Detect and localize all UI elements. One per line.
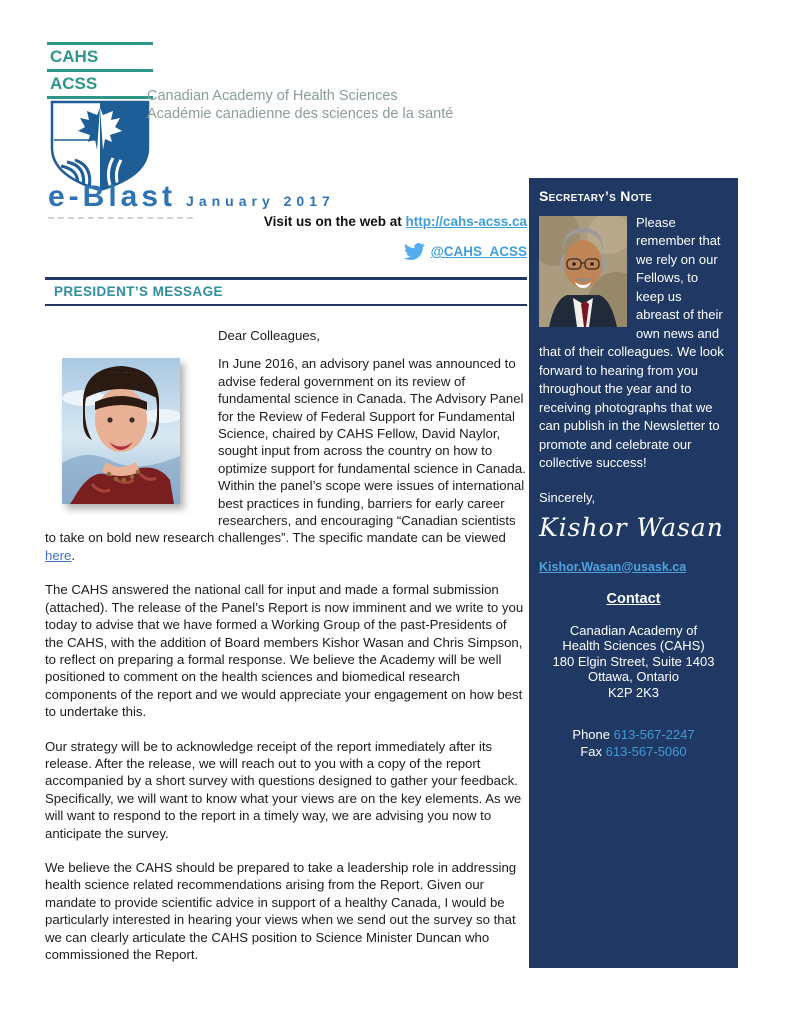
- address-line: Ottawa, Ontario: [587, 669, 680, 684]
- secretary-photo: [539, 216, 627, 327]
- logo-text-cahs: [47, 45, 153, 69]
- eblast-title: e-Blast: [48, 180, 177, 213]
- org-name-en: Canadian Academy of Health Sciences: [147, 88, 398, 104]
- masthead: [48, 180, 335, 214]
- logo-rule-bottom: [47, 96, 153, 99]
- closing: Sincerely,: [539, 489, 596, 505]
- address-line: 180 Elgin Street, Suite 1403: [552, 653, 715, 669]
- secretarys-note-heading: Secretary’s Note: [539, 188, 653, 204]
- org-names: [147, 88, 453, 123]
- contact-phones: [539, 726, 728, 760]
- phone-line: [539, 726, 728, 743]
- logo-row2-text: ACSS: [50, 74, 98, 93]
- website-link[interactable]: http://cahs-acss.ca: [405, 214, 527, 229]
- paragraph-2: The CAHS answered the national call for input and made a formal submission (attached). The release of the Panel’s Report is now imminent and we write to you today to advise that we have formed a Working Group of the past-Presidents of the CAHS, with the addition of Board members Kishor Wasan and Chris Simpson, to reflect on preparing a formal response. We believe the Academy will be well positioned to comment on the health sciences and biomedical research components of the report and we would appreciate your engagement on how best to undertake this.: [45, 582, 524, 720]
- paragraph-1: [45, 355, 527, 564]
- eblast-issue: January 2017: [186, 193, 335, 209]
- logo-text-acss: [47, 72, 153, 96]
- address-line: Health Sciences (CAHS): [562, 638, 705, 653]
- phone-label: Phone: [572, 727, 614, 742]
- presidents-message-title: PRESIDENT’S MESSAGE: [54, 283, 223, 299]
- secretary-note-text: Please remember that we rely on our Fellows, to keep us abreast of their own news and that of their colleagues. We look forward to hearing from you throughout the year and to receiving photographs that we can publish in the Newsletter to promote and celebrate our collective success!: [539, 214, 724, 470]
- message-body: [45, 327, 527, 980]
- header-rule-bottom: [45, 304, 527, 307]
- web-link-line: [0, 214, 527, 229]
- contact-block: [539, 590, 728, 760]
- presidents-message-header: [45, 277, 527, 306]
- fax-label: Fax: [580, 744, 606, 759]
- contact-address: [539, 623, 728, 701]
- address-line: K2P 2K3: [607, 684, 660, 700]
- paragraph-1-period: .: [71, 547, 76, 563]
- contact-heading: Contact: [606, 591, 661, 607]
- twitter-bird-icon[interactable]: [402, 241, 427, 262]
- fax-number: 613-567-5060: [605, 744, 687, 759]
- paragraph-1-text: In June 2016, an advisory panel was announced to advise federal government on its review of fundamental science in Canada. The Advisory Panel for the Review of Federal Support for Fundamental Science, chaired by CAHS Fellow, David Naylor, sought input from across the country on how to optimize support for fundamental science in Canada. Within the panel’s scope were issues of international best practices in funding, barriers for early career researchers, and encouraging “Canadian scientists to take on bold new research challenges”. The specific mandate can be viewed: [45, 356, 526, 546]
- org-name-fr: Académie canadienne des sciences de la santé: [147, 105, 454, 122]
- paragraph-4: We believe the CAHS should be prepared to take a leadership role in addressing health science related recommendations arising from the Report. Given our mandate to provide scientific advice in support of a healthy Canada, I would be particularly interested in hearing your views when we send out the survey so that we can clearly articulate the CAHS position to Science Minister Duncan who commissioned the Report.: [45, 859, 517, 962]
- paragraph-3: Our strategy will be to acknowledge receipt of the report immediately after its release. After the release, we will reach out to you with a copy of the report accompanied by a short survey with questions designed to gather your feedback. Specifically, we will want to know what your views are on the key elements. As we will want to respond to the report in a timely way, we are advising you now to anticipate the survey.: [45, 738, 522, 841]
- mandate-here-link[interactable]: here: [45, 547, 72, 563]
- secretarys-note-sidebar: [529, 178, 738, 968]
- visit-prefix: Visit us on the web at: [263, 214, 406, 229]
- shield-maple-leaf-icon: [47, 100, 153, 192]
- signature: Kishor Wasan: [539, 513, 724, 542]
- salutation: Dear Colleagues,: [218, 328, 320, 343]
- logo-row1-text: CAHS: [50, 47, 99, 66]
- fax-line: [539, 743, 728, 760]
- address-line: Canadian Academy of: [569, 622, 698, 638]
- twitter-row: [0, 241, 527, 262]
- secretary-email-link[interactable]: Kishor.Wasan@usask.ca: [539, 559, 687, 574]
- cahs-logo: [47, 42, 153, 192]
- phone-number: 613-567-2247: [613, 727, 695, 742]
- twitter-handle-link[interactable]: @CAHS_ACSS: [430, 244, 527, 259]
- president-photo: [62, 358, 180, 504]
